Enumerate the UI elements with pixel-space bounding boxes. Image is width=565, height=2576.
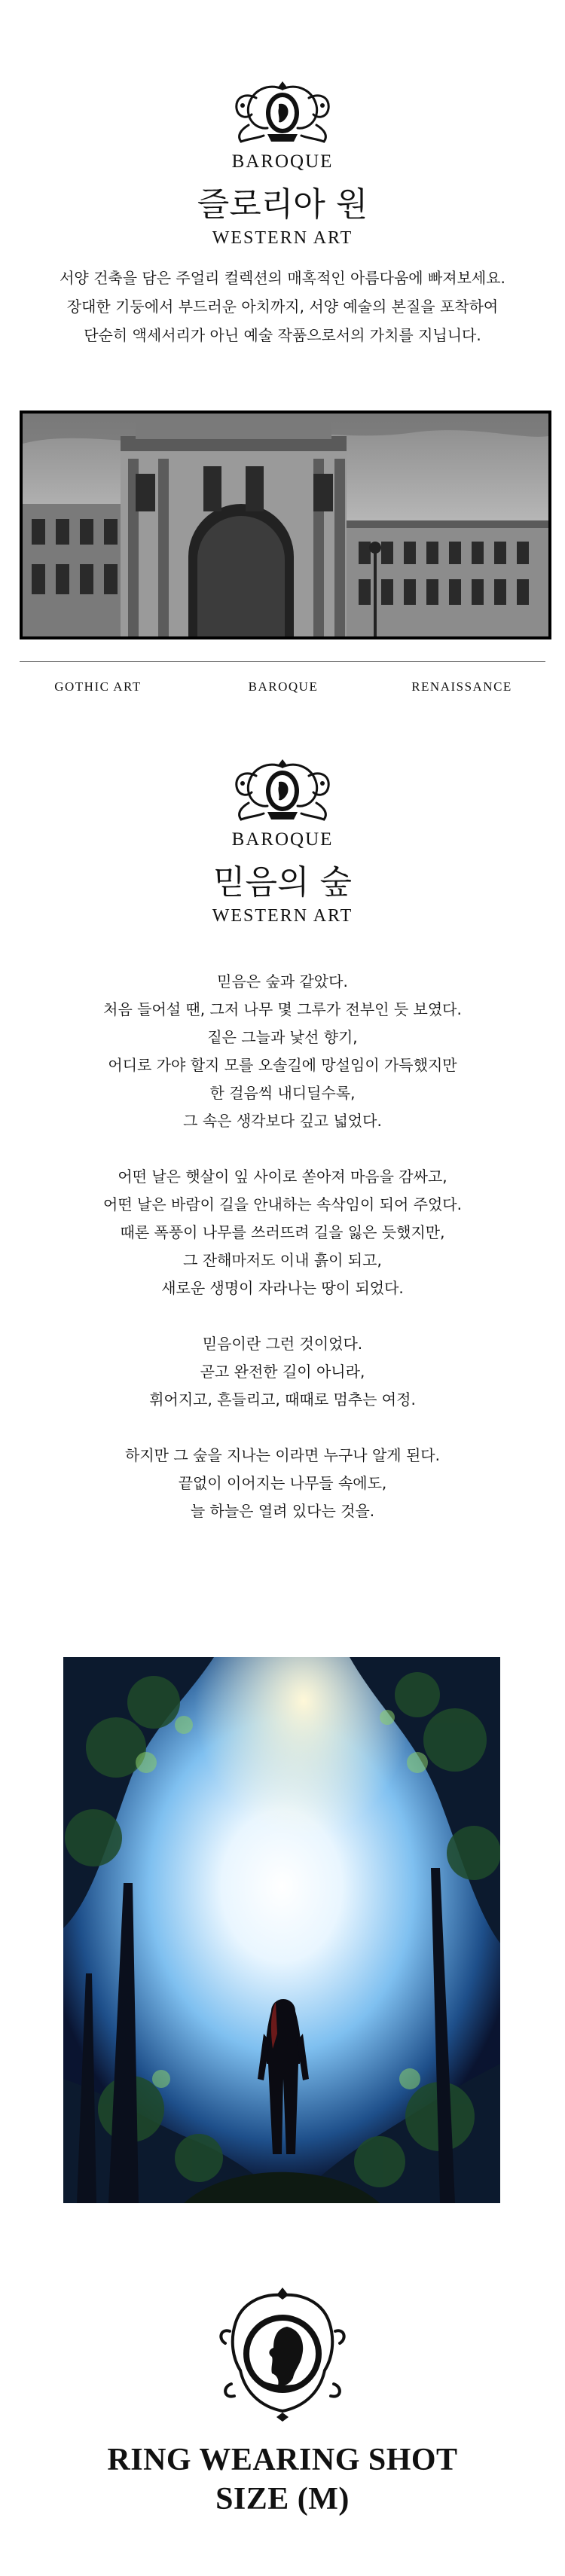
forest-figure-image [63,1657,500,2203]
poem-line: 처음 들어설 땐, 그저 나무 몇 그루가 전부인 듯 보였다. [103,1000,462,1018]
divider-line [20,661,545,662]
hero-kicker: BAROQUE [231,151,334,172]
menu-item-baroque[interactable]: BAROQUE [248,679,319,694]
hero-title: 즐로리아 원 [197,185,368,224]
faith-section-header [0,753,565,926]
hero-section [0,75,565,349]
intro-line: 장대한 기둥에서 부드러운 아치까지, 서양 예술의 본질을 포착하여 [66,298,499,316]
poem-line: 새로운 생명이 자라나는 땅이 되었다. [161,1279,404,1297]
poem-body [0,968,565,1525]
category-menu [0,679,565,702]
menu-item-gothic-art[interactable]: GOTHIC ART [54,679,142,694]
cameo-section [0,2286,565,2422]
ring-wearing-title [0,2440,565,2519]
ring-title-line1: RING WEARING SHOT [107,2443,458,2477]
poem-line: 그 잔해마저도 이내 흙이 되고, [183,1251,382,1269]
galleria-building-image [23,414,548,636]
forest-illustration [63,1657,500,2203]
poem-stanza [0,968,565,1135]
poem-line: 짙은 그늘과 낯선 향기, [207,1028,358,1046]
poem-stanza [0,1163,565,1302]
poem-line: 어떤 날은 햇살이 잎 사이로 쏟아져 마음을 감싸고, [118,1167,447,1186]
poem-stanza [0,1330,565,1414]
poem-line: 끝없이 이어지는 나무들 속에도, [178,1474,387,1492]
cameo-medallion-icon [215,2286,350,2422]
section-subtitle: WESTERN ART [212,906,353,926]
menu-item-renaissance[interactable]: RENAISSANCE [411,679,512,694]
poem-stanza [0,1442,565,1525]
section-kicker: BAROQUE [231,829,334,850]
poem-line: 휘어지고, 흔들리고, 때때로 멈추는 여정. [149,1390,416,1409]
baroque-crest-icon [226,75,339,147]
poem-line: 믿음이란 그런 것이었다. [202,1335,363,1353]
hero-intro [0,264,565,349]
architecture-photo [20,411,551,639]
ring-title-line2: SIZE (M) [215,2482,350,2516]
baroque-crest-icon [226,753,339,825]
poem-line: 한 걸음씩 내디딜수록, [209,1084,356,1102]
poem-line: 하지만 그 숲을 지나는 이라면 누구나 알게 된다. [125,1446,440,1464]
poem-line: 그 속은 생각보다 깊고 넓었다. [183,1112,382,1130]
poem-line: 어떤 날은 바람이 길을 안내하는 속삭임이 되어 주었다. [103,1195,462,1213]
section-title: 믿음의 숲 [212,863,352,902]
poem-line: 늘 하늘은 열려 있다는 것을. [190,1502,375,1520]
intro-line: 서양 건축을 담은 주얼리 컬렉션의 매혹적인 아름다움에 빠져보세요. [60,269,505,287]
hero-subtitle: WESTERN ART [212,228,353,248]
poem-line: 곧고 완전한 길이 아니라, [200,1363,365,1381]
poem-line: 믿음은 숲과 같았다. [217,972,348,990]
intro-line: 단순히 액세서리가 아닌 예술 작품으로서의 가치를 지닙니다. [84,326,481,344]
poem-line: 어디로 가야 할지 모를 오솔길에 망설임이 가득했지만 [108,1056,457,1074]
poem-line: 때론 폭풍이 나무를 쓰러뜨려 길을 잃은 듯했지만, [120,1223,445,1241]
